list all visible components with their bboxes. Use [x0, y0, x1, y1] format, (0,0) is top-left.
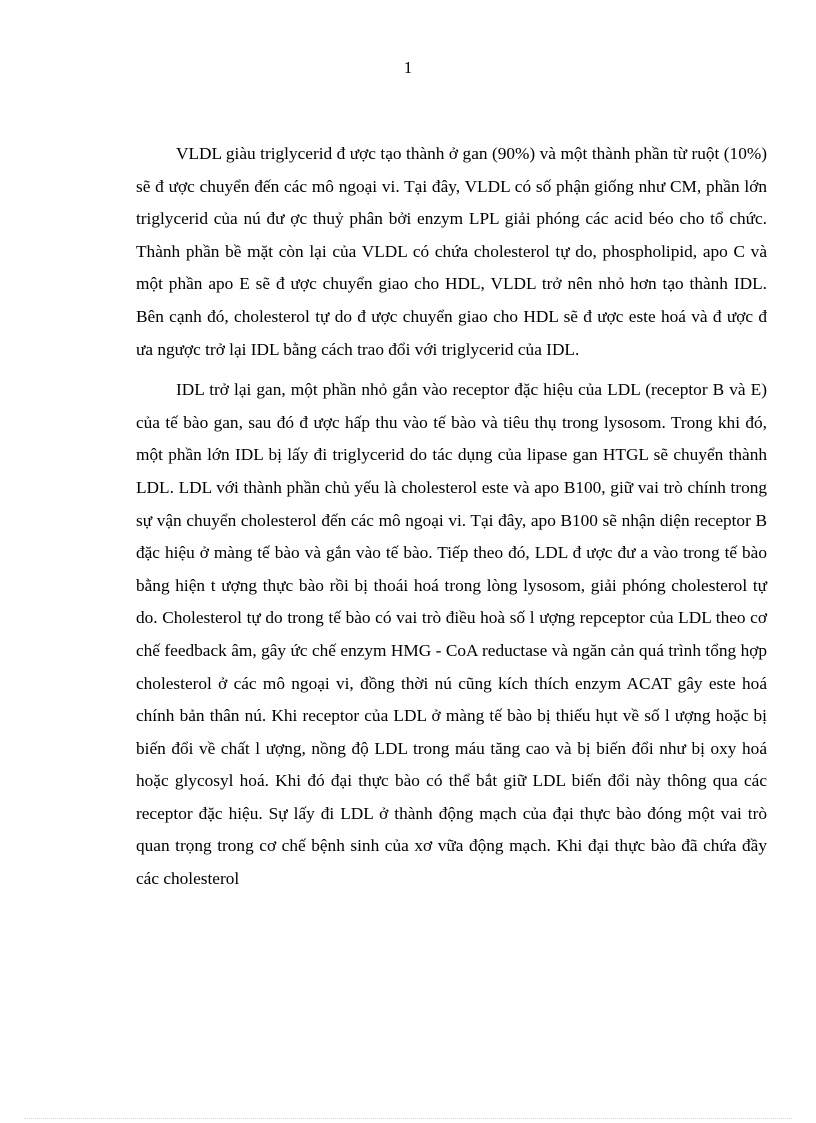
body-text	[136, 138, 767, 904]
page-bottom-divider	[24, 1118, 792, 1119]
page-number: 1	[403, 58, 413, 77]
paragraph-idl-ldl: IDL trở lại gan, một phần nhỏ gắn vào receptor đặc hiệu của LDL (receptor B và E) của tế bào gan, sau đó đ ược hấp thu vào tế bào và tiêu thụ trong lysosom. Trong khi đó, một phần lớn IDL bị lấy đi triglycerid do tác dụng của lipase gan HTGL sẽ chuyển thành LDL. LDL với thành phần chủ yếu là cholesterol este và apo B100, giữ vai trò chính trong sự vận chuyển cholesterol đến các mô ngoại vi. Tại đây, apo B100 sẽ nhận diện receptor B đặc hiệu ở màng tế bào và gắn vào tế bào. Tiếp theo đó, LDL đ ược đư a vào trong tế bào bằng hiện t ượng thực bào rồi bị thoái hoá trong lòng lysosom, giải phóng cholesterol tự do. Cholesterol tự do trong tế bào có vai trò điều hoà số l ượng repceptor của LDL theo cơ chế feedback âm, gây ức chế enzym HMG - CoA reductase và ngăn cản quá trình tổng hợp cholesterol ở các mô ngoại vi, đồng thời nú cũng kích thích enzym ACAT gây este hoá chính bản thân nú. Khi receptor của LDL ở màng tế bào bị thiếu hụt về số l ượng hoặc bị biến đổi về chất l ượng, nồng độ LDL trong máu tăng cao và bị biến đổi như bị oxy hoá hoặc glycosyl hoá. Khi đó đại thực bào có thể bắt giữ LDL biến đổi này thông qua các receptor đặc hiệu. Sự lấy đi LDL ở thành động mạch của đại thực bào đóng một vai trò quan trọng trong cơ chế bệnh sinh của xơ vữa động mạch. Khi đại thực bào đã chứa đầy các cholesterol	[136, 380, 767, 889]
paragraph-vldl: VLDL giàu triglycerid đ ược tạo thành ở gan (90%) và một thành phần từ ruột (10%) sẽ đ ược chuyển đến các mô ngoại vi. Tại đây, VLDL có số phận giống như CM, phần lớn triglycerid của nú đư ợc thuỷ phân bởi enzym LPL giải phóng các acid béo cho tổ chức. Thành phần bề mặt còn lại của VLDL có chứa cholesterol tự do, phospholipid, apo C và một phần apo E sẽ đ ược chuyển giao cho HDL, VLDL trở nên nhỏ hơn tạo thành IDL. Bên cạnh đó, cholesterol tự do đ ược chuyển giao cho HDL sẽ đ ược este hoá và đ ược đ ưa ngược trở lại IDL bằng cách trao đổi với triglycerid của IDL.	[136, 144, 767, 359]
